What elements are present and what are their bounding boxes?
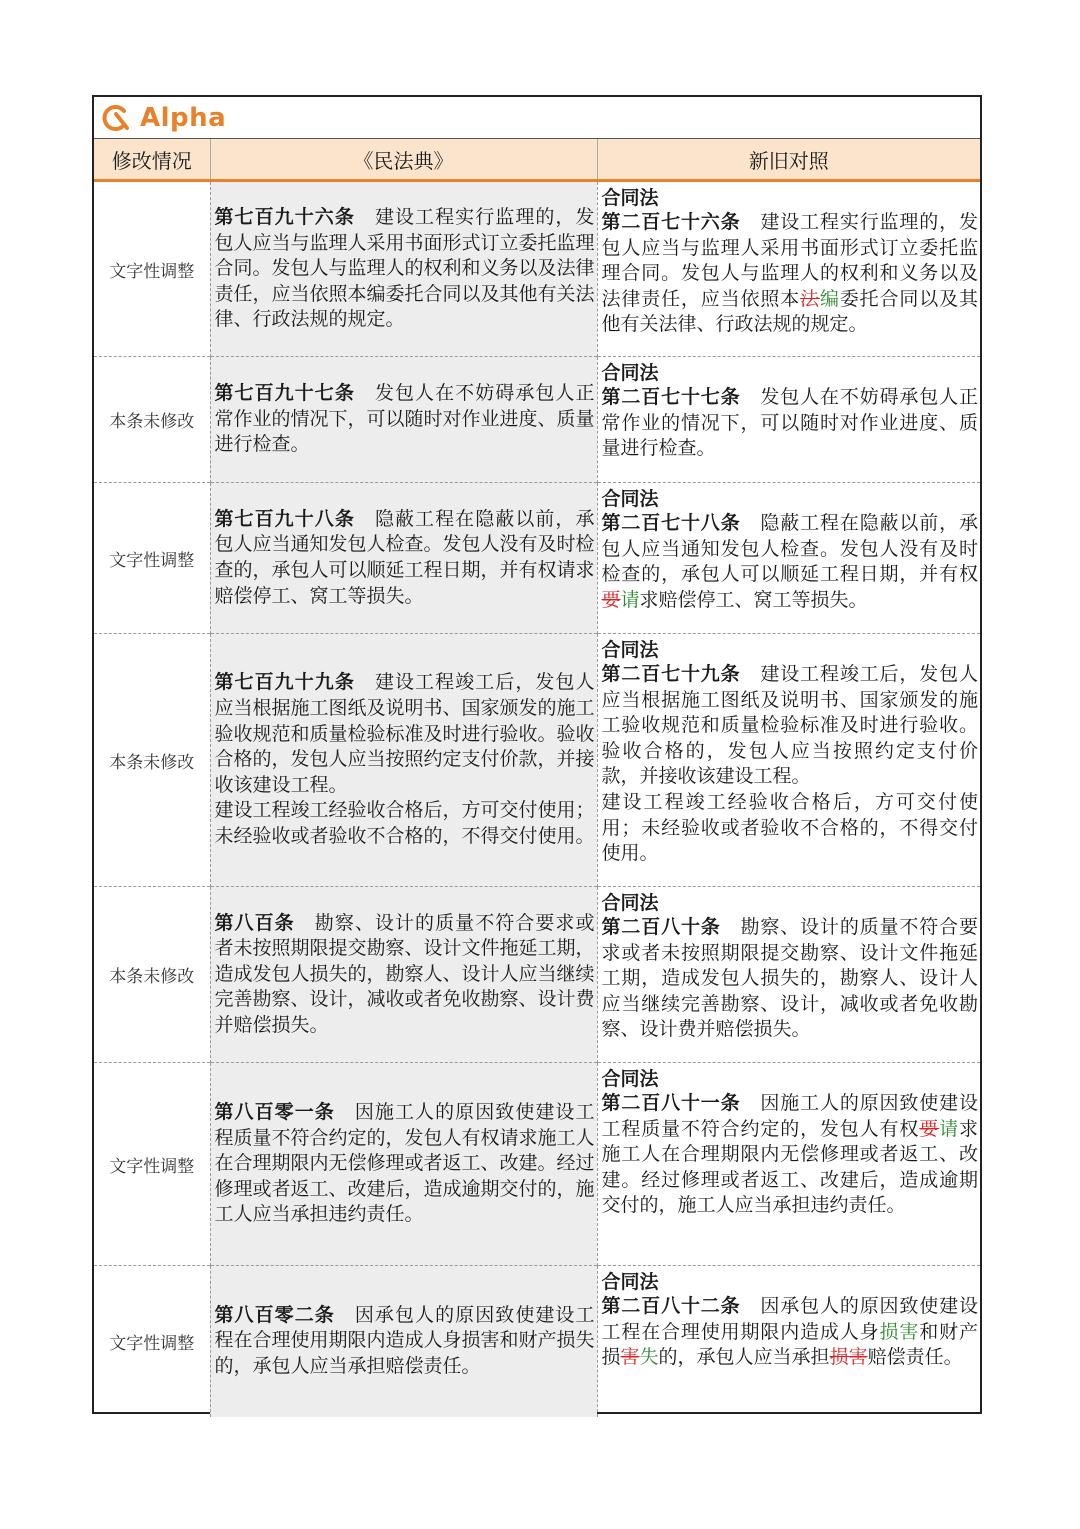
civil-code-cell bbox=[210, 483, 597, 634]
added-text: 编 bbox=[819, 287, 840, 310]
old-article-text: 隐蔽工程在隐蔽以前，承包人应当通知发包人检查。发包人没有及时检查的，承包人可以顺延工程日期，并有权 bbox=[601, 512, 978, 586]
comparison-table bbox=[94, 139, 980, 1417]
added-text: 损害 bbox=[879, 1320, 920, 1343]
status-cell: 本条未修改 bbox=[94, 357, 210, 483]
comparison-frame bbox=[92, 95, 982, 1414]
deleted-text: 损害 bbox=[829, 1346, 868, 1369]
deleted-text: 害 bbox=[620, 1346, 640, 1369]
old-article-text: 建设工程实行监理的，发包人应当与监理人采用书面形式订立委托监理合同。发包人与监理人的权利和义务以及法律责任，应当依照本 bbox=[601, 211, 978, 310]
status-cell: 本条未修改 bbox=[94, 887, 210, 1063]
brand-header bbox=[94, 97, 980, 139]
deleted-text: 要 bbox=[919, 1117, 940, 1140]
article-text: 建设工程实行监理的，发包人应当与监理人采用书面形式订立委托监理合同。发包人与监理人的权利和义务以及法律责任，应当依照本编委托合同以及其他有关法律、行政法规的规定。 bbox=[214, 206, 595, 331]
old-law-name: 合同法 bbox=[601, 187, 659, 209]
civil-code-cell bbox=[210, 1266, 597, 1417]
old-law-cell bbox=[597, 634, 980, 887]
status-cell: 本条未修改 bbox=[94, 634, 210, 887]
status-cell: 文字性调整 bbox=[94, 1266, 210, 1417]
table-row bbox=[94, 887, 980, 1063]
header-old-new: 新旧对照 bbox=[597, 139, 980, 181]
added-text: 失 bbox=[639, 1346, 659, 1369]
table-row bbox=[94, 1266, 980, 1417]
deleted-text: 法 bbox=[800, 287, 820, 310]
old-article-number: 第二百七十九条 bbox=[601, 663, 741, 685]
table-header-row bbox=[94, 139, 980, 181]
old-law-name: 合同法 bbox=[601, 1271, 659, 1293]
alpha-logo-icon bbox=[100, 103, 130, 133]
old-article-text: 因承包人的原因致使建设工程在合理使用期限内造成人身 bbox=[601, 1295, 978, 1343]
old-law-name: 合同法 bbox=[601, 362, 659, 384]
table-row bbox=[94, 634, 980, 887]
status-cell: 文字性调整 bbox=[94, 483, 210, 634]
old-article-text: 建设工程竣工后，发包人应当根据施工图纸及说明书、国家颁发的施工验收规范和质量检验标准及时进行验收。验收合格的，发包人应当按照约定支付价款，并接收该建设工程。 bbox=[601, 663, 978, 788]
table-row bbox=[94, 357, 980, 483]
article-number: 第八百条 bbox=[214, 911, 295, 934]
old-article-paragraph-2: 建设工程竣工经验收合格后，方可交付使用；未经验收或者验收不合格的，不得交付使用。 bbox=[601, 790, 978, 865]
article-number: 第七百九十七条 bbox=[214, 382, 355, 405]
table-row bbox=[94, 181, 980, 357]
article-text: 勘察、设计的质量不符合要求或者未按照期限提交勘察、设计文件拖延工期，造成发包人损失的，勘察人、设计人应当继续完善勘察、设计，减收或者免收勘察、设计费并赔偿损失。 bbox=[214, 911, 595, 1036]
old-law-cell bbox=[597, 357, 980, 483]
header-civil-code: 《民法典》 bbox=[210, 139, 597, 181]
old-article-text: 因施工人的原因致使建设工程质量不符合约定的，发包人有权 bbox=[601, 1092, 978, 1140]
old-law-cell bbox=[597, 1063, 980, 1266]
article-text: 因承包人的原因致使建设工程在合理使用期限内造成人身损害和财产损失的，承包人应当承担赔偿责任。 bbox=[214, 1303, 595, 1378]
old-law-name: 合同法 bbox=[601, 892, 659, 914]
brand-name: Alpha bbox=[140, 102, 227, 133]
old-article-text-tail: 赔偿责任。 bbox=[867, 1346, 963, 1369]
old-article-number: 第二百七十七条 bbox=[601, 386, 741, 408]
old-article-text-mid: 和财产损 bbox=[601, 1320, 978, 1369]
civil-code-cell bbox=[210, 357, 597, 483]
article-text: 发包人在不妨碍承包人正常作业的情况下，可以随时对作业进度、质量进行检查。 bbox=[214, 382, 595, 456]
old-article-text: 发包人在不妨碍承包人正常作业的情况下，可以随时对作业进度、质量进行检查。 bbox=[601, 386, 978, 460]
table-row bbox=[94, 1063, 980, 1266]
status-cell: 文字性调整 bbox=[94, 1063, 210, 1266]
old-law-name: 合同法 bbox=[601, 1068, 659, 1090]
old-law-name: 合同法 bbox=[601, 488, 659, 510]
civil-code-cell bbox=[210, 181, 597, 357]
table-row bbox=[94, 483, 980, 634]
old-law-cell bbox=[597, 1266, 980, 1417]
old-law-name: 合同法 bbox=[601, 639, 659, 661]
old-law-cell bbox=[597, 483, 980, 634]
old-article-text-tail: 委托合同以及其他有关法律、行政法规的规定。 bbox=[601, 287, 978, 336]
old-article-text-mid: 的，承包人应当承担 bbox=[658, 1346, 830, 1369]
civil-code-cell bbox=[210, 887, 597, 1063]
old-article-number: 第二百八十一条 bbox=[601, 1092, 741, 1114]
civil-code-cell bbox=[210, 1063, 597, 1266]
article-number: 第七百九十九条 bbox=[214, 671, 355, 694]
article-paragraph-2: 建设工程竣工经验收合格后，方可交付使用；未经验收或者验收不合格的，不得交付使用。 bbox=[214, 799, 595, 847]
article-number: 第八百零二条 bbox=[214, 1303, 335, 1326]
added-text: 请 bbox=[939, 1117, 959, 1140]
old-article-text-tail: 求施工人在合理期限内无偿修理或者返工、改建。经过修理或者返工、改建后，造成逾期交付的，施工人应当承担违约责任。 bbox=[601, 1117, 978, 1217]
article-number: 第七百九十八条 bbox=[214, 507, 355, 530]
old-law-cell bbox=[597, 181, 980, 357]
old-article-number: 第二百七十六条 bbox=[601, 211, 741, 233]
deleted-text: 要 bbox=[601, 588, 621, 611]
old-article-number: 第二百八十二条 bbox=[601, 1295, 741, 1317]
status-cell: 文字性调整 bbox=[109, 261, 195, 282]
article-text: 建设工程竣工后，发包人应当根据施工图纸及说明书、国家颁发的施工验收规范和质量检验标准及时进行验收。验收合格的，发包人应当按照约定支付价款，并接收该建设工程。 bbox=[214, 671, 595, 796]
old-article-number: 第二百七十八条 bbox=[601, 512, 741, 534]
old-article-text-tail: 求赔偿停工、窝工等损失。 bbox=[639, 588, 868, 611]
old-law-cell bbox=[597, 887, 980, 1063]
old-article-text: 勘察、设计的质量不符合要求或者未按照期限提交勘察、设计文件拖延工期，造成发包人损失的，勘察人、设计人应当继续完善勘察、设计，减收或者免收勘察、设计费并赔偿损失。 bbox=[601, 916, 978, 1041]
article-number: 第七百九十六条 bbox=[214, 206, 355, 229]
article-text: 隐蔽工程在隐蔽以前，承包人应当通知发包人检查。发包人没有及时检查的，承包人可以顺延工程日期，并有权请求赔偿停工、窝工等损失。 bbox=[214, 507, 595, 607]
added-text: 请 bbox=[620, 588, 640, 611]
civil-code-cell bbox=[210, 634, 597, 887]
article-number: 第八百零一条 bbox=[214, 1101, 335, 1124]
header-status: 修改情况 bbox=[94, 139, 210, 181]
article-text: 因施工人的原因致使建设工程质量不符合约定的，发包人有权请求施工人在合理期限内无偿修理或者返工、改建。经过修理或者返工、改建后，造成逾期交付的，施工人应当承担违约责任。 bbox=[214, 1101, 595, 1226]
old-article-number: 第二百八十条 bbox=[601, 916, 721, 938]
